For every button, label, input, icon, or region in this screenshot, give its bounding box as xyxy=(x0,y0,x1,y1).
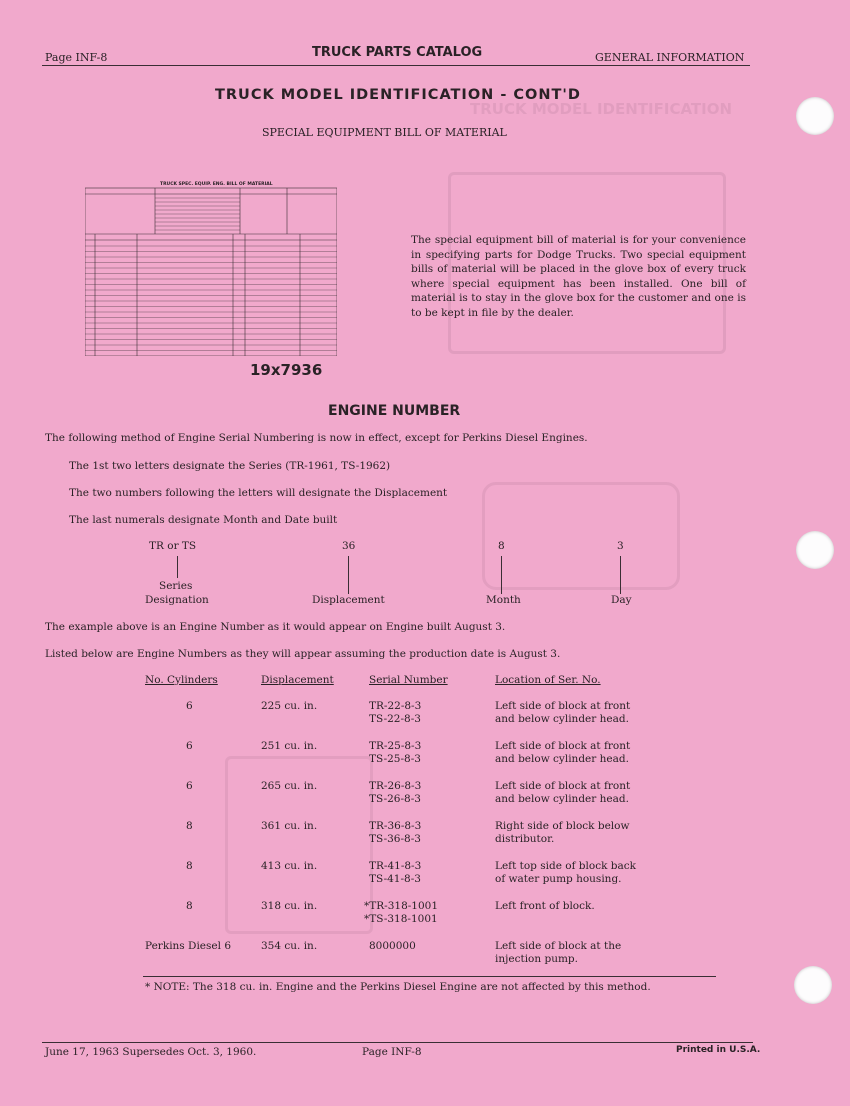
table-cell-disp: 251 cu. in. xyxy=(261,740,318,752)
table-cell-serial: TR-36-8-3 TS-36-8-3 xyxy=(369,820,422,845)
diagram-leader-month xyxy=(501,556,502,594)
table-cell-cyl: 6 xyxy=(186,780,193,792)
diagram-disp-label: Displacement xyxy=(312,594,385,606)
table-cell-serial: TR-26-8-3 TS-26-8-3 xyxy=(369,780,422,805)
subtitle: SPECIAL EQUIPMENT BILL OF MATERIAL xyxy=(262,126,507,139)
header-page-ref: Page INF-8 xyxy=(45,51,108,64)
table-cell-cyl: 6 xyxy=(186,700,193,712)
table-cell-disp: 413 cu. in. xyxy=(261,860,318,872)
header-rule xyxy=(42,65,750,66)
table-cell-serial: 8000000 xyxy=(369,940,416,952)
table-cell-cyl: 8 xyxy=(186,820,193,832)
bleed-through-plate-2 xyxy=(482,482,680,590)
table-cell-loc: Left side of block at front and below cylinder head. xyxy=(495,740,631,765)
col-header-displacement: Displacement xyxy=(261,674,334,686)
example-sentence: The example above is an Engine Number as it would appear on Engine built August 3. xyxy=(45,621,506,633)
note-text: * NOTE: The 318 cu. in. Engine and the Perkins Diesel Engine are not affected by this method. xyxy=(145,981,651,993)
table-cell-loc: Left side of block at the injection pump. xyxy=(495,940,622,965)
table-cell-cyl: Perkins Diesel 6 xyxy=(145,940,232,952)
table-cell-disp: 361 cu. in. xyxy=(261,820,318,832)
punch-hole-middle xyxy=(796,531,834,569)
diagram-leader-series xyxy=(177,556,178,578)
table-cell-disp: 225 cu. in. xyxy=(261,700,318,712)
col-header-location: Location of Ser. No. xyxy=(495,674,601,686)
punch-hole-bottom xyxy=(794,966,832,1004)
table-cell-disp: 354 cu. in. xyxy=(261,940,318,952)
table-cell-serial: *TR-318-1001 *TS-318-1001 xyxy=(364,900,439,925)
col-header-serial: Serial Number xyxy=(369,674,448,686)
footer-date: June 17, 1963 Supersedes Oct. 3, 1960. xyxy=(45,1046,257,1058)
engine-rule-2: The two numbers following the letters will designate the Displacement xyxy=(69,487,448,499)
engine-rule-3: The last numerals designate Month and Date built xyxy=(69,514,338,526)
table-cell-serial: TR-41-8-3 TS-41-8-3 xyxy=(369,860,422,885)
diagram-disp-value: 36 xyxy=(342,540,356,552)
footer-printed: Printed in U.S.A. xyxy=(676,1045,761,1055)
footer-rule xyxy=(42,1042,753,1043)
table-cell-cyl: 6 xyxy=(186,740,193,752)
engine-intro: The following method of Engine Serial Numbering is now in effect, except for Perkins Diesel Engines. xyxy=(45,432,588,444)
diagram-leader-day xyxy=(620,556,621,594)
header-title: TRUCK PARTS CATALOG xyxy=(312,45,483,60)
table-cell-disp: 265 cu. in. xyxy=(261,780,318,792)
diagram-leader-disp xyxy=(348,556,349,594)
listed-sentence: Listed below are Engine Numbers as they will appear assuming the production date is August 3. xyxy=(45,648,561,660)
main-title: TRUCK MODEL IDENTIFICATION - CONT'D xyxy=(215,87,581,103)
col-header-cylinders: No. Cylinders xyxy=(145,674,218,686)
punch-hole-top xyxy=(796,97,834,135)
table-cell-serial: TR-25-8-3 TS-25-8-3 xyxy=(369,740,422,765)
diagram-day-label: Day xyxy=(611,594,632,606)
diagram-month-value: 8 xyxy=(498,540,505,552)
diagram-series-value: TR or TS xyxy=(149,540,197,552)
table-cell-loc: Left top side of block back of water pump housing. xyxy=(495,860,637,885)
table-cell-loc: Left side of block at front and below cylinder head. xyxy=(495,780,631,805)
header-section: GENERAL INFORMATION xyxy=(595,51,745,64)
diagram-series-label-1: Series xyxy=(159,580,193,592)
note-rule xyxy=(143,976,716,977)
table-cell-loc: Left front of block. xyxy=(495,900,595,912)
form-heading: TRUCK SPEC. EQUIP. ENG. BILL OF MATERIAL xyxy=(160,182,273,187)
footer-page: Page INF-8 xyxy=(362,1046,422,1058)
table-cell-loc: Right side of block below distributor. xyxy=(495,820,630,845)
diagram-day-value: 3 xyxy=(617,540,624,552)
table-cell-loc: Left side of block at front and below cylinder head. xyxy=(495,700,631,725)
diagram-month-label: Month xyxy=(486,594,521,606)
engine-rule-1: The 1st two letters designate the Series (TR-1961, TS-1962) xyxy=(69,460,391,472)
table-cell-cyl: 8 xyxy=(186,860,193,872)
engine-heading: ENGINE NUMBER xyxy=(328,403,461,419)
table-cell-cyl: 8 xyxy=(186,900,193,912)
bleed-through-heading: TRUCK MODEL IDENTIFICATION xyxy=(470,100,733,118)
description-paragraph: The special equipment bill of material is for your convenience in specifying parts for Dodge Trucks. Two special equipment bills of material will be placed in the glove box of every truck where special equipment has been installed. One bill of material is to stay in the glove box for the customer and one is to be kept in file by the dealer. xyxy=(411,234,746,319)
table-cell-serial: TR-22-8-3 TS-22-8-3 xyxy=(369,700,422,725)
table-cell-disp: 318 cu. in. xyxy=(261,900,318,912)
diagram-series-label-2: Designation xyxy=(145,594,209,606)
bill-of-material-form xyxy=(85,168,337,356)
figure-caption: 19x7936 xyxy=(250,361,323,379)
